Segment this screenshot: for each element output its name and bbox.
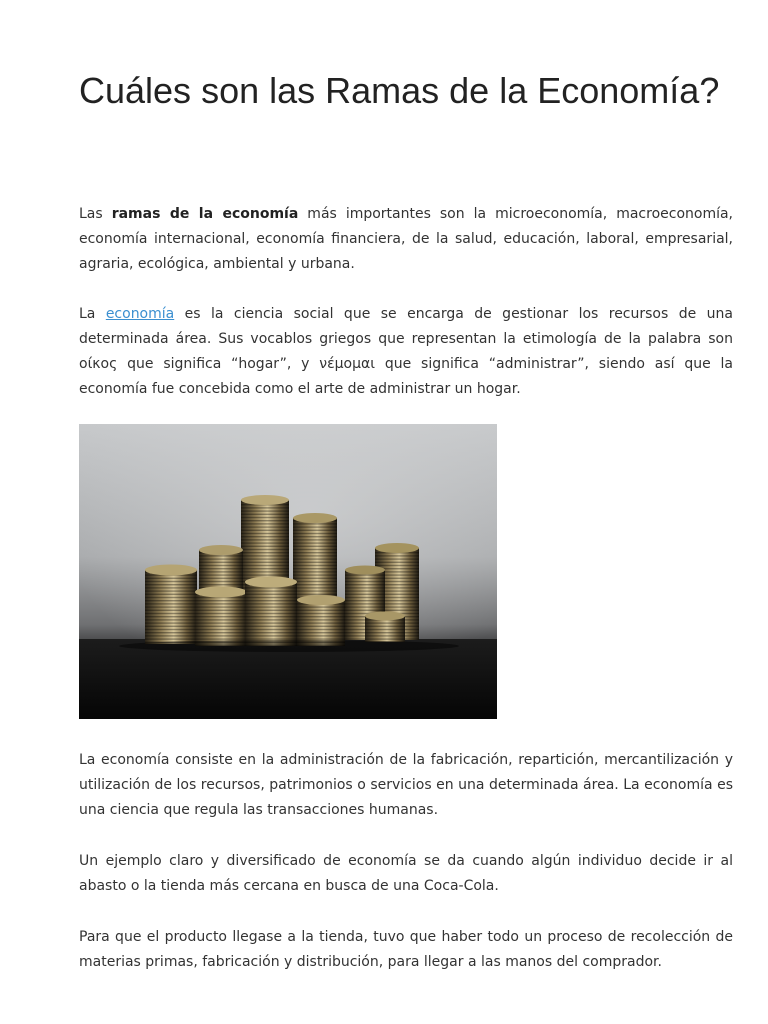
coin-stack: [195, 587, 247, 647]
paragraph-definition: [79, 302, 733, 402]
coin-stacks-image: [79, 424, 497, 719]
paragraph-intro-post: más importantes son la microeconomía, macroeconomía, economía internacional, economía financiera, de la salud, educación, laboral, empresarial, agraria, ecológica, ambiental y urbana.: [79, 206, 734, 272]
economia-link[interactable]: economía: [105, 306, 175, 322]
paragraph-definition-pre: La: [79, 306, 106, 322]
paragraph-administration: La economía consiste en la administración de la fabricación, repartición, mercantilización y utilización de los recursos, patrimonios o servicios en una determinada área. La economía es una ciencia que regula las transacciones humanas.: [79, 752, 733, 818]
paragraph-definition-post: es la ciencia social que se encarga de gestionar los recursos de una determinada área. Sus vocablos griegos que representan la etimología de la palabra son οίκος que significa “hogar”, y νέμομαι que significa “administrar”, siendo así que la economía fue concebida como el arte de administrar un hogar.: [79, 306, 733, 397]
page-title: Cuáles son las Ramas de la Economía?: [79, 70, 720, 111]
coin-stack: [365, 612, 405, 643]
paragraph-intro-pre: Las: [79, 206, 112, 222]
coin-stack: [245, 577, 297, 647]
paragraph-intro: [79, 202, 733, 277]
coin-stack: [297, 595, 345, 646]
paragraph-process: Para que el producto llegase a la tienda, tuvo que haber todo un proceso de recolección de materias primas, fabricación y distribución, para llegar a las manos del comprador.: [79, 929, 733, 970]
coin-stack: [145, 565, 197, 645]
paragraph-example: Un ejemplo claro y diversificado de economía se da cuando algún individuo decide ir al abasto o la tienda más cercana en busca de una Coca-Cola.: [79, 853, 733, 894]
bold-keyword: ramas de la economía: [111, 206, 299, 222]
